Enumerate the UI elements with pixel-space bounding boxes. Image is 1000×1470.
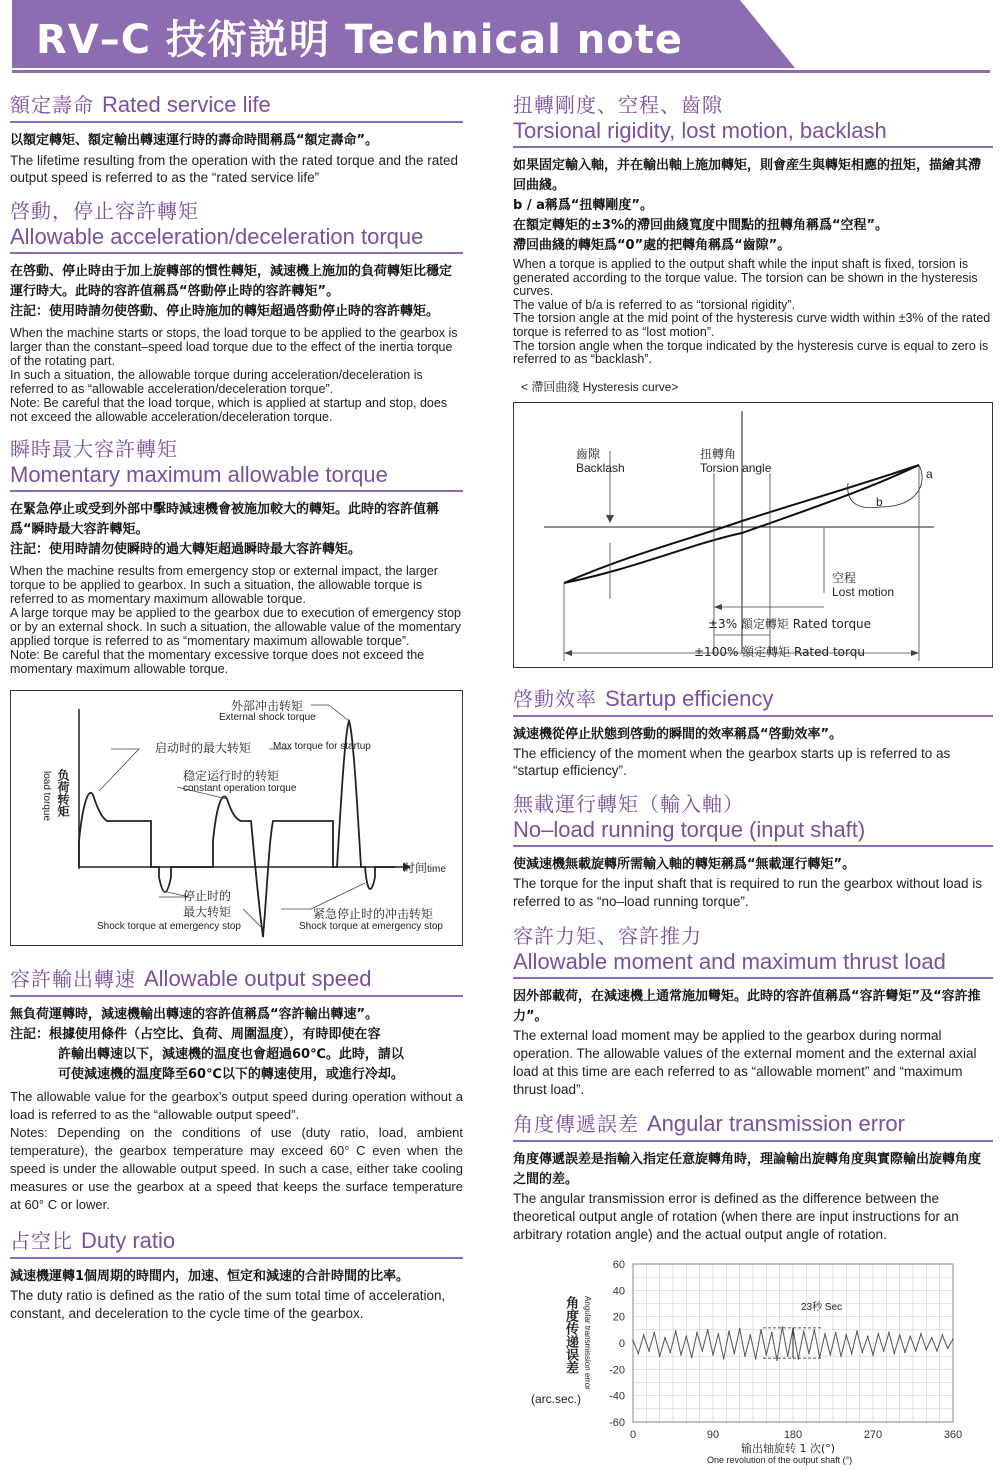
note-zh: 注記：使用時請勿使啓動、停止時施加的轉矩超過啓動停止時的容許轉矩。 xyxy=(10,304,440,319)
header-rule xyxy=(12,70,990,73)
text-en: When the machine results from emergency stop or external impact, the larger torque to be applied to gearbox. In such a situation, the allowable torque is referred to as momentary maximum allowable torque. A large torque may be applied to the gearbox due to execution of emergency stop or by an external shock. In such a situation, the allowable value of the momentary applied torque is referred to as “momentary maximum allowable torque”. Note: Be careful that the momentary excessive torque does not exceed the momentary maximum allowable torque. xyxy=(10,564,461,676)
data-point xyxy=(867,1335,869,1337)
text-en: The allowable value for the gearbox’s output speed during operation without a load is referred to as the “allowable output speed”. Notes: Depending on the conditions of use (duty ratio, load, ambient temperature), the gearbox temperature may exceed 60° C even when the speed is under the allowable output speed. In such a case, either take cooling measures or use the gearbox at a speed that keeps the surface temperature at 60° C or lower. xyxy=(10,1089,463,1212)
section-startup xyxy=(513,686,993,779)
label-torsion-en: Torsion angle xyxy=(700,460,772,475)
data-point xyxy=(744,1355,746,1357)
section-speed xyxy=(10,966,463,1214)
hysteresis-caption: < 滯回曲綫 Hysteresis curve> xyxy=(521,379,679,394)
text-zh: 減速機從停止狀態到啓動的瞬間的效率稱爲“啓動效率”。 xyxy=(513,726,843,742)
text-en: When a torque is applied to the output shaft while the input shaft is fixed, torsion is generated according to the torque value. The torsion can be shown in the hysteresis curves. The value of b/a is referred to as “torsional rigidity”. The torsion angle at the mid point of the hysteresis curve width within ±3% of the rated torque is referred to as “lost motion”. The torsion angle when the torque indicated by the hysteresis curve is equal to zero is referred to as “backlash”. xyxy=(513,257,991,367)
label-lost-zh: 空程 xyxy=(832,570,857,585)
section-title-en: Angular transmission error xyxy=(647,1110,905,1136)
section-rule xyxy=(10,121,463,123)
text-zh-4: 滯回曲綫的轉矩爲“0”處的把轉角稱爲“齒隙”。 xyxy=(513,238,791,253)
data-point xyxy=(760,1329,762,1331)
section-rule xyxy=(513,715,993,717)
page-title: RV–C 技術説明 Technical note xyxy=(36,17,683,63)
data-point xyxy=(707,1329,709,1331)
label-lost-en: Lost motion xyxy=(832,584,895,599)
label-emergency-en: Shock torque at emergency stop xyxy=(299,921,443,932)
section-title-zh: 瞬時最大容許轉矩 xyxy=(10,437,178,461)
label-b: b xyxy=(876,494,883,509)
data-point xyxy=(899,1334,901,1336)
data-point xyxy=(654,1331,656,1333)
section-title-en: Momentary maximum allowable torque xyxy=(10,462,388,487)
data-point xyxy=(739,1327,741,1329)
data-point xyxy=(824,1333,826,1335)
text-en: The lifetime resulting from the operation with the rated torque and the rated output speed is referred to as the “rated service life” xyxy=(10,153,459,185)
shock-torque-figure xyxy=(10,690,463,946)
text-zh: 無負荷運轉時，減速機輸出轉速的容許值稱爲“容許輸出轉速”。 xyxy=(10,1007,379,1022)
label-external-shock-en: External shock torque xyxy=(219,712,316,723)
section-title-zh: 無載運行轉矩（輸入軸） xyxy=(513,791,744,816)
data-point xyxy=(712,1354,714,1356)
data-point xyxy=(936,1350,938,1352)
label-emergency-zh: 紧急停止时的冲击转矩 xyxy=(313,907,434,921)
data-point xyxy=(702,1350,704,1352)
label-constant-en: constant operation torque xyxy=(183,783,297,794)
section-rule xyxy=(10,490,463,492)
section-title-zh: 啓動效率 xyxy=(513,686,597,711)
header-banner xyxy=(0,0,800,68)
section-title-zh: 啓動，停止容許轉矩 xyxy=(10,199,199,223)
data-point xyxy=(846,1334,848,1336)
y-axis-label-en: load torque xyxy=(41,771,52,822)
text-zh: 在啓動、停止時由于加上旋轉部的慣性轉矩，減速機上施加的負荷轉矩比穩定運行時大。此時的容許值稱爲“啓動停止時的容許轉矩”。 xyxy=(10,264,453,299)
data-point xyxy=(910,1335,912,1337)
section-rule xyxy=(10,252,463,254)
section-rule xyxy=(513,977,993,979)
data-point xyxy=(771,1331,773,1333)
data-point xyxy=(632,1339,634,1341)
section-title-en: Allowable acceleration/deceleration torque xyxy=(10,224,424,249)
section-title-en: Startup efficiency xyxy=(605,685,774,711)
x-tick-label: 180 xyxy=(783,1428,803,1441)
data-point xyxy=(691,1356,693,1358)
label-startup-en: Max torque for startup xyxy=(273,741,371,752)
data-point xyxy=(648,1350,650,1352)
data-point xyxy=(782,1326,784,1328)
section-title-en: Allowable output speed xyxy=(144,966,372,991)
text-zh: 因外部載荷，在減速機上通常施加彎矩。此時的容許值稱爲“容許彎矩”及“容許推力”。 xyxy=(513,988,981,1024)
data-point xyxy=(878,1333,880,1335)
angular-error-chart xyxy=(513,1254,993,1470)
text-zh: 使減速機無載旋轉所需輸入軸的轉矩稱爲“無載運行轉矩”。 xyxy=(513,856,856,872)
data-point xyxy=(776,1359,778,1361)
section-title-zh: 占空比 xyxy=(10,1229,73,1253)
section-rated-life xyxy=(10,92,463,186)
data-point xyxy=(734,1352,736,1354)
section-momentary xyxy=(10,436,463,676)
data-point xyxy=(926,1349,928,1351)
data-point xyxy=(952,1338,954,1340)
data-point xyxy=(915,1350,917,1352)
text-en: The duty ratio is defined as the ratio of the sum total time of acceleration, constant, and deceleration to the cycle time of the gearbox. xyxy=(10,1288,446,1321)
data-point xyxy=(750,1334,752,1336)
section-rule xyxy=(10,995,463,997)
text-en: The efficiency of the moment when the gearbox starts up is referred to as “startup efficiency”. xyxy=(513,745,951,778)
chart-xlabel-zh: 输出轴旋转 1 次(°) xyxy=(741,1441,836,1455)
section-rule xyxy=(513,1140,993,1142)
data-point xyxy=(883,1350,885,1352)
section-duty xyxy=(10,1228,463,1323)
text-zh: 在緊急停止或受到外部中擊時減速機會被施加較大的轉矩。此時的容許值稱爲“瞬時最大容許轉矩。 xyxy=(10,502,440,537)
label-stop-zh1: 停止时的 xyxy=(183,889,232,903)
data-point xyxy=(675,1330,677,1332)
section-angular xyxy=(513,1111,993,1244)
text-zh: 角度傳遞誤差是指輸入指定任意旋轉角時，理論輸出旋轉角度與實際輸出旋轉角度之間的差。 xyxy=(513,1151,982,1187)
y-tick-label: 0 xyxy=(618,1337,625,1350)
y-tick-label: -20 xyxy=(609,1364,625,1377)
label-constant-zh: 稳定运行时的转矩 xyxy=(183,769,280,783)
chart-xlabel-en: One revolution of the output shaft (°) xyxy=(707,1454,853,1465)
data-point xyxy=(856,1330,858,1332)
x-tick-label: 90 xyxy=(706,1428,720,1441)
section-title-en: Rated service life xyxy=(102,92,271,117)
data-point xyxy=(686,1335,688,1337)
y-axis-label-zh: 负荷转矩 xyxy=(56,769,70,817)
chart-yunit: (arc.sec.) xyxy=(531,1391,582,1406)
text-en: The torque for the input shaft that is required to run the gearbox without load is referred to as “no–load running torque”. xyxy=(513,875,983,909)
text-zh-3: 在額定轉矩的±3%的滯回曲綫寬度中間點的扭轉角稱爲“空程”。 xyxy=(513,218,889,233)
label-torsion-zh: 扭轉角 xyxy=(700,446,737,461)
label-external-shock-zh: 外部冲击转矩 xyxy=(231,699,304,713)
label-3pct: ±3% 額定轉矩 Rated torque xyxy=(708,616,872,631)
note-zh: 注記：使用時請勿使瞬時的過大轉矩超過瞬時最大容許轉矩。 xyxy=(10,542,362,557)
data-point xyxy=(723,1358,725,1360)
y-tick-label: 20 xyxy=(612,1311,625,1324)
section-rule xyxy=(10,1257,463,1259)
data-point xyxy=(718,1333,720,1335)
text-zh: 以額定轉矩、額定輸出轉速運行時的壽命時間稱爲“額定壽命”。 xyxy=(10,133,379,148)
section-rule xyxy=(513,146,993,148)
x-tick-label: 270 xyxy=(863,1428,883,1441)
data-point xyxy=(803,1330,805,1332)
data-point xyxy=(643,1334,645,1336)
note-zh-3: 可使減速機的温度降至60℃以下的轉速使用，或進行冷却。 xyxy=(58,1067,404,1082)
data-point xyxy=(659,1355,661,1357)
y-tick-label: 40 xyxy=(612,1285,625,1298)
chart-ylabel-zh: 角度传递误差 xyxy=(563,1295,578,1374)
y-tick-label: -40 xyxy=(609,1390,625,1403)
section-title-en: Torsional rigidity, lost motion, backlash xyxy=(513,118,887,143)
text-zh: 減速機運轉1個周期的時間内，加速、恒定和減速的合計時間的比率。 xyxy=(10,1269,410,1284)
section-title-en: No–load running torque (input shaft) xyxy=(513,816,866,842)
data-point xyxy=(851,1352,853,1354)
y-tick-label: -60 xyxy=(609,1416,625,1429)
data-point xyxy=(680,1354,682,1356)
data-point xyxy=(931,1337,933,1339)
data-point xyxy=(920,1333,922,1335)
section-title-zh: 容許力矩、容許推力 xyxy=(513,923,702,948)
data-point xyxy=(696,1331,698,1333)
data-point xyxy=(888,1331,890,1333)
label-stop-zh2: 最大转矩 xyxy=(183,905,232,919)
section-title-zh: 角度傳遞誤差 xyxy=(513,1111,639,1136)
data-point xyxy=(904,1351,906,1353)
section-title-zh: 額定壽命 xyxy=(10,93,94,117)
data-point xyxy=(942,1334,944,1336)
hysteresis-figure xyxy=(513,402,993,668)
section-accel xyxy=(10,198,463,424)
x-tick-label: 0 xyxy=(629,1428,637,1441)
section-title-en: Allowable moment and maximum thrust load xyxy=(513,948,946,974)
y-tick-label: 60 xyxy=(612,1258,625,1271)
section-rule xyxy=(513,845,993,847)
data-point xyxy=(728,1330,730,1332)
chart-ylabel-en: Angular transmission error xyxy=(583,1295,592,1390)
label-backlash-en: Backlash xyxy=(576,460,625,475)
right-column xyxy=(513,92,993,1470)
text-zh-2: b / a稱爲“扭轉剛度”。 xyxy=(513,198,653,213)
note-zh-1: 注記：根據使用條件（占空比、負荷、周圍温度），有時即使在容 xyxy=(10,1027,381,1042)
label-time-zh: 时间time xyxy=(403,861,446,875)
label-stop-en: Shock torque at emergency stop xyxy=(97,921,241,932)
data-point xyxy=(947,1347,949,1349)
data-point xyxy=(840,1355,842,1357)
data-point xyxy=(894,1352,896,1354)
chart-annotation: 23秒 Sec xyxy=(801,1301,843,1313)
note-zh-2: 許輸出轉速以下，減速機的温度也會超過60℃。此時，請以 xyxy=(58,1047,404,1062)
data-point xyxy=(862,1351,864,1353)
section-moment xyxy=(513,923,993,1099)
data-point xyxy=(638,1352,640,1354)
data-point xyxy=(814,1329,816,1331)
label-100pct: ±100% 額定轉矩 Rated torqu xyxy=(694,644,865,659)
text-en: When the machine starts or stops, the load torque to be applied to the gearbox is larger than the constant–speed load torque due to the effect of the inertia torque of the rotating part. In such a situation, the allowable torque during acceleration/deceleration is referred to as “allowable acceleration/deceleration torque”. Note: Be careful that the load torque, which is applied at startup and stop, does not exceed the allowable acceleration/deceleration torque. xyxy=(10,326,458,424)
data-point xyxy=(787,1355,789,1357)
text-en: The angular transmission error is defined as the difference between the theoretical output angle of rotation (when there are input instructions for an arbitrary rotation angle) and the actual output angle of rotation. xyxy=(513,1190,959,1242)
text-zh-1: 如果固定輸入軸，并在輸出軸上施加轉矩，則會産生與轉矩相應的扭矩，描繪其滯回曲綫。 xyxy=(513,158,982,193)
section-title-en: Duty ratio xyxy=(81,1228,176,1253)
data-point xyxy=(755,1358,757,1360)
section-torsion xyxy=(513,92,993,396)
data-point xyxy=(872,1354,874,1356)
data-point xyxy=(664,1337,666,1339)
x-tick-label: 360 xyxy=(943,1428,963,1441)
label-a: a xyxy=(926,466,933,481)
label-startup-zh: 启动时的最大转矩 xyxy=(155,741,252,755)
data-point xyxy=(835,1331,837,1333)
label-backlash-zh: 齒隙 xyxy=(576,446,601,461)
data-point xyxy=(766,1354,768,1356)
text-en: The external load moment may be applied to the gearbox during normal operation. The allowable values of the external moment and the external axial load at this time are each referred to as “allowable moment” and “maximum thrust load”. xyxy=(513,1027,977,1097)
data-point xyxy=(808,1352,810,1354)
data-point xyxy=(830,1354,832,1356)
section-title-zh: 容許輸出轉速 xyxy=(10,967,136,991)
left-column xyxy=(10,92,463,1323)
section-title-zh: 扭轉剛度、空程、齒隙 xyxy=(513,93,723,117)
section-noload xyxy=(513,791,993,911)
data-point xyxy=(670,1351,672,1353)
